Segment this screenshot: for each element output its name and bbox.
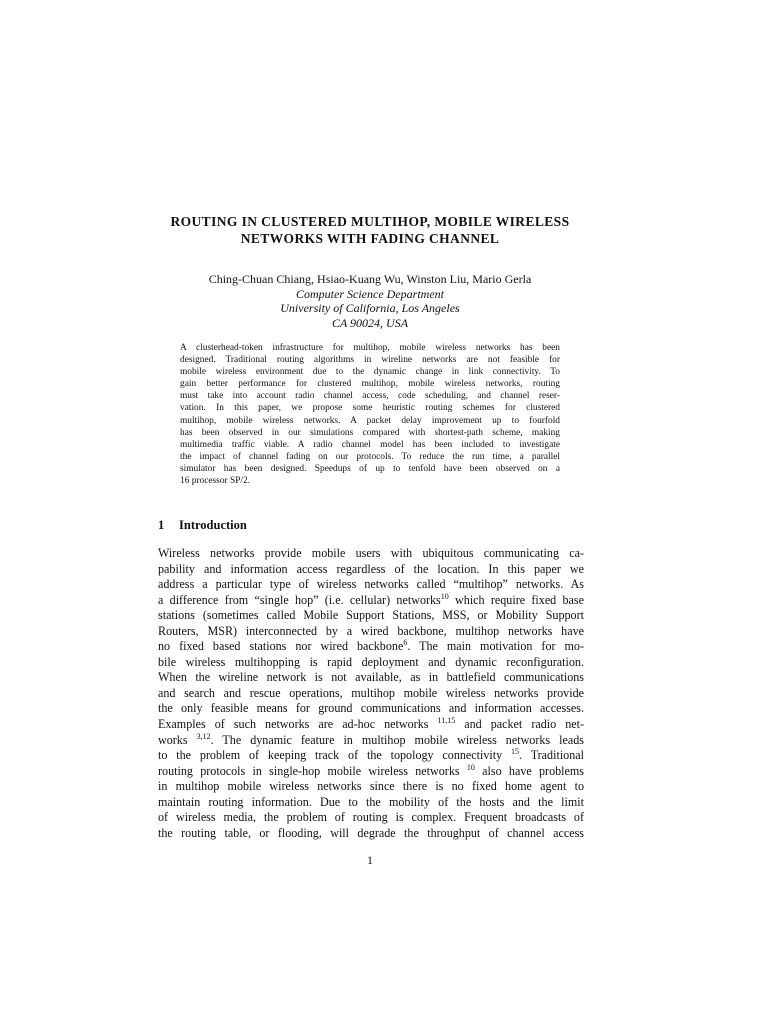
author-location: CA 90024, USA	[331, 315, 409, 330]
body-line: Routers, MSR) interconnected by a wired backbone, multihop networks have	[158, 623, 584, 638]
abstract-line: 16 processor SP/2.	[180, 476, 251, 487]
body-text-run: to the problem of keeping track of the topology connectivity	[158, 748, 512, 763]
body-line: the only feasible means for ground communications and information accesses.	[158, 701, 584, 716]
abstract-line: multihop, mobile wireless networks. A packet delay improvement up to fourfold	[180, 415, 560, 426]
title-line-2: NETWORKS WITH FADING CHANNEL	[240, 231, 500, 246]
abstract-line: vation. In this paper, we propose some heuristic routing schemes for clustered	[180, 403, 560, 414]
section-number: 1	[158, 518, 165, 532]
paper-title	[140, 213, 600, 247]
page-number: 1	[367, 853, 373, 867]
body-text-run: a difference from “single hop” (i.e. cellular) networks	[158, 592, 441, 607]
abstract	[180, 342, 560, 487]
abstract-line: must take into account radio channel access, code scheduling, and channel reser-	[180, 391, 560, 402]
citation-superscript: 11,15	[437, 715, 456, 725]
citation-superscript: 15	[511, 747, 520, 757]
body-line: maintain routing information. Due to the mobility of the hosts and the limit	[158, 794, 584, 809]
body-line	[158, 593, 584, 609]
body-line: pability and information access regardless of the location. In this paper we	[158, 561, 584, 576]
body-line: of wireless media, the problem of routing is complex. Frequent broadcasts of	[158, 810, 584, 825]
body-line	[158, 748, 584, 764]
body-line	[158, 764, 584, 780]
citation-superscript: 10	[466, 762, 475, 772]
title-line-1: ROUTING IN CLUSTERED MULTIHOP, MOBILE WIRELESS	[170, 214, 570, 229]
body-line: address a particular type of wireless networks called “multihop” networks. As	[158, 577, 584, 592]
author-department: Computer Science Department	[296, 286, 444, 301]
body-line: bile wireless multihopping is rapid deployment and dynamic reconfiguration.	[158, 654, 584, 669]
abstract-line: has been observed in our simulations compared with shortest-path scheme, making	[180, 427, 560, 438]
body-line: Wireless networks provide mobile users with ubiquitous communicating ca-	[158, 546, 584, 560]
body-line: and search and rescue operations, multihop mobile wireless networks provide	[158, 685, 584, 700]
body-line: When the wireline network is not available, as in battlefield communications	[158, 670, 584, 685]
body-text-run: and packet radio net-	[455, 717, 585, 732]
abstract-line: gain better performance for clustered multihop, mobile wireless networks, routing	[180, 379, 560, 390]
body-line: stations (sometimes called Mobile Support Stations, MSS, or Mobility Support	[158, 608, 584, 623]
body-text-run: no fixed based stations nor wired backbone	[158, 639, 404, 654]
body-text	[158, 546, 584, 841]
body-line: the routing table, or flooding, will degrade the throughput of channel access	[158, 825, 584, 840]
body-line	[158, 733, 584, 749]
body-line	[158, 639, 584, 655]
abstract-line: simulator has been designed. Speedups of up to tenfold have been observed on a	[180, 463, 560, 474]
body-text-run: . The main motivation for mo-	[407, 639, 584, 654]
author-names: Ching-Chuan Chiang, Hsiao-Kuang Wu, Winston Liu, Mario Gerla	[208, 272, 532, 286]
citation-superscript: 3,12	[196, 731, 211, 741]
abstract-line: mobile wireless environment due to the dynamic change in link connectivity. To	[180, 367, 560, 378]
body-text-run: also have problems	[474, 763, 585, 778]
section-title: Introduction	[179, 518, 247, 532]
body-text-run: . The dynamic feature in multihop mobile wireless networks leads	[210, 732, 584, 747]
body-line	[158, 717, 584, 733]
body-text-run: works	[158, 732, 197, 747]
citation-superscript: 6	[403, 638, 408, 648]
author-block	[140, 272, 600, 330]
author-university: University of California, Los Angeles	[280, 301, 460, 315]
abstract-line: multimedia traffic viable. A radio channel model has been included to investigate	[180, 439, 560, 450]
citation-superscript: 10	[440, 591, 449, 601]
body-text-run: . Traditional	[519, 748, 584, 763]
body-text-run: routing protocols in single-hop mobile wireless networks	[158, 763, 467, 778]
abstract-line: the impact of channel fading on our protocols. To reduce the run time, a parallel	[180, 451, 560, 462]
section-heading	[158, 518, 247, 533]
body-line: in multihop mobile wireless networks since there is no fixed home agent to	[158, 779, 584, 794]
body-text-run: which require fixed base	[448, 592, 584, 607]
abstract-line: A clusterhead-token infrastructure for multihop, mobile wireless networks has been	[180, 343, 560, 353]
body-text-run: Examples of such networks are ad-hoc networks	[158, 717, 438, 732]
abstract-line: designed. Traditional routing algorithms in wireline networks are not feasible for	[180, 355, 560, 366]
